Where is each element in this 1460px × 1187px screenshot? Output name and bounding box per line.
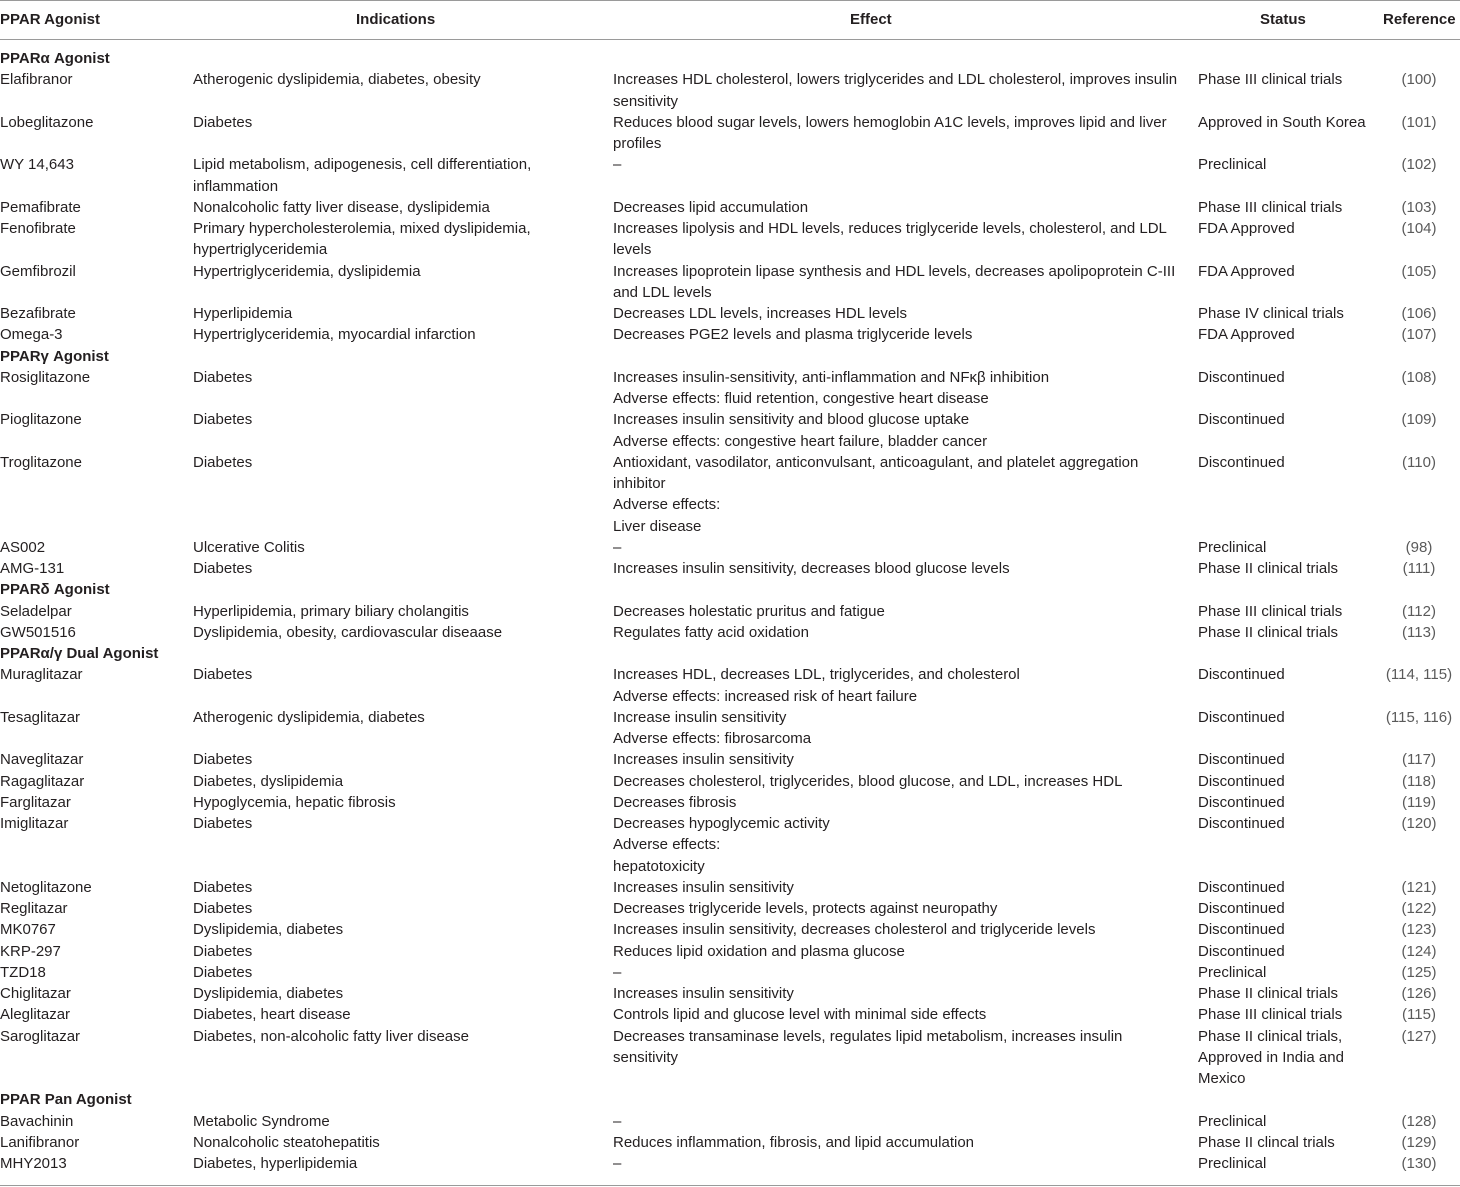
cell-effect: Reduces blood sugar levels, lowers hemoglobin A1C levels, improves lipid and liver profiles bbox=[613, 113, 1167, 152]
cell-indications: Diabetes bbox=[193, 963, 253, 981]
cell-indications: Primary hypercholesterolemia, mixed dyslipidemia, hypertriglyceridemia bbox=[193, 220, 531, 259]
cell-indications: Diabetes, heart disease bbox=[193, 1006, 351, 1024]
cell-status: Discontinued bbox=[1198, 453, 1285, 471]
table-header-rule bbox=[0, 39, 1460, 40]
cell-reference: (129) bbox=[1401, 1133, 1437, 1151]
cell-status: Discontinued bbox=[1198, 666, 1285, 684]
cell-reference: (115) bbox=[1402, 1006, 1436, 1024]
cell-reference: (120) bbox=[1401, 815, 1437, 832]
cell-indications: Diabetes, non-alcoholic fatty liver disease bbox=[193, 1027, 469, 1045]
cell-status: Preclinical bbox=[1198, 156, 1267, 174]
table-row bbox=[0, 941, 1460, 962]
cell-effect: Controls lipid and glucose level with minimal side effects bbox=[613, 1006, 987, 1024]
header-effect: Effect bbox=[850, 11, 892, 28]
cell-status: Phase III clinical trials bbox=[1198, 1006, 1343, 1024]
cell-reference: (130) bbox=[1401, 1155, 1437, 1172]
cell-effect: Increases insulin-sensitivity, anti-inflammation and NFκβ inhibition Adverse effects: fluid retention, congestive heart disease bbox=[613, 368, 1050, 407]
cell-effect: – bbox=[613, 156, 622, 174]
table-row bbox=[0, 452, 1460, 537]
cell-effect: Decreases fibrosis bbox=[613, 793, 737, 811]
cell-effect: – bbox=[613, 1112, 622, 1130]
cell-agonist: Seladelpar bbox=[0, 602, 72, 620]
cell-status: Discontinued bbox=[1198, 411, 1285, 429]
table-row bbox=[0, 919, 1460, 940]
cell-indications: Diabetes, dyslipidemia bbox=[193, 772, 344, 790]
table-row bbox=[0, 154, 1460, 197]
cell-indications: Hypertriglyceridemia, dyslipidemia bbox=[193, 262, 421, 280]
cell-agonist: Elafibranor bbox=[0, 71, 73, 89]
cell-effect: Increase insulin sensitivity Adverse effects: fibrosarcoma bbox=[613, 708, 812, 747]
cell-agonist: AMG-131 bbox=[0, 560, 65, 577]
table-row bbox=[0, 558, 1460, 579]
cell-status: FDA Approved bbox=[1198, 326, 1295, 344]
cell-agonist: KRP-297 bbox=[0, 942, 61, 960]
table-body bbox=[0, 48, 1460, 1174]
cell-reference: (105) bbox=[1401, 262, 1437, 280]
cell-effect: Decreases holestatic pruritus and fatigue bbox=[613, 602, 885, 620]
table-header-row bbox=[0, 10, 1460, 30]
cell-status: Phase III clinical trials bbox=[1198, 602, 1343, 620]
cell-status: Discontinued bbox=[1198, 815, 1285, 832]
cell-reference: (121) bbox=[1401, 878, 1437, 896]
cell-indications: Atherogenic dyslipidemia, diabetes, obesity bbox=[193, 71, 481, 89]
cell-indications: Diabetes bbox=[193, 878, 253, 896]
cell-indications: Diabetes bbox=[193, 453, 253, 471]
cell-indications: Metabolic Syndrome bbox=[193, 1112, 330, 1130]
cell-effect: Increases lipolysis and HDL levels, reduces triglyceride levels, cholesterol, and LDL levels bbox=[613, 220, 1167, 259]
table-row bbox=[0, 1004, 1460, 1025]
cell-indications: Hypertriglyceridemia, myocardial infarction bbox=[193, 326, 476, 344]
cell-agonist: Netoglitazone bbox=[0, 878, 92, 896]
cell-agonist: Lanifibranor bbox=[0, 1133, 80, 1151]
table-row bbox=[0, 261, 1460, 304]
cell-indications: Atherogenic dyslipidemia, diabetes bbox=[193, 708, 425, 726]
table-row bbox=[0, 771, 1460, 792]
table-row bbox=[0, 792, 1460, 813]
cell-reference: (117) bbox=[1402, 751, 1436, 769]
table-row bbox=[0, 197, 1460, 218]
cell-effect: – bbox=[613, 963, 622, 981]
cell-reference: (126) bbox=[1401, 985, 1437, 1002]
table-row bbox=[0, 898, 1460, 919]
cell-effect: Regulates fatty acid oxidation bbox=[613, 623, 809, 641]
cell-reference: (128) bbox=[1401, 1112, 1437, 1130]
table-row bbox=[0, 1111, 1460, 1132]
table-row bbox=[0, 877, 1460, 898]
cell-agonist: GW501516 bbox=[0, 623, 76, 641]
cell-reference: (109) bbox=[1401, 411, 1437, 429]
cell-agonist: Aleglitazar bbox=[0, 1006, 71, 1024]
cell-indications: Hypoglycemia, hepatic fibrosis bbox=[193, 793, 396, 811]
cell-agonist: MHY2013 bbox=[0, 1155, 67, 1172]
section-heading: PPARα Agonist bbox=[0, 50, 110, 67]
cell-indications: Nonalcoholic fatty liver disease, dyslipidemia bbox=[193, 198, 490, 216]
cell-status: Preclinical bbox=[1198, 538, 1267, 556]
cell-indications: Ulcerative Colitis bbox=[193, 538, 305, 556]
cell-agonist: WY 14,643 bbox=[0, 156, 74, 174]
cell-agonist: Tesaglitazar bbox=[0, 708, 81, 726]
cell-reference: (107) bbox=[1401, 326, 1437, 344]
table-row bbox=[0, 1153, 1460, 1174]
cell-status: Preclinical bbox=[1198, 1112, 1267, 1130]
cell-reference: (102) bbox=[1401, 156, 1437, 174]
cell-status: Discontinued bbox=[1198, 368, 1285, 386]
cell-reference: (115, 116) bbox=[1385, 708, 1453, 726]
cell-status: Preclinical bbox=[1198, 1155, 1267, 1172]
table-row bbox=[0, 601, 1460, 622]
cell-reference: (127) bbox=[1401, 1027, 1437, 1045]
cell-indications: Dyslipidemia, obesity, cardiovascular diseaase bbox=[193, 623, 503, 641]
header-reference: Reference bbox=[1383, 11, 1456, 28]
cell-status: Preclinical bbox=[1198, 963, 1267, 981]
cell-effect: Decreases triglyceride levels, protects against neuropathy bbox=[613, 900, 998, 917]
table-row bbox=[0, 813, 1460, 877]
section-heading: PPAR Pan Agonist bbox=[0, 1091, 132, 1109]
cell-reference: (111) bbox=[1402, 560, 1436, 577]
cell-agonist: Fenofibrate bbox=[0, 220, 76, 237]
cell-indications: Diabetes bbox=[193, 666, 253, 684]
cell-effect: Antioxidant, vasodilator, anticonvulsant, anticoagulant, and platelet aggregation inhibitor Adverse effects: Liver disease bbox=[613, 453, 1139, 535]
table-row bbox=[0, 664, 1460, 707]
cell-status: Discontinued bbox=[1198, 921, 1285, 939]
table-row bbox=[0, 69, 1460, 112]
cell-agonist: Pemafibrate bbox=[0, 198, 81, 216]
cell-agonist: MK0767 bbox=[0, 921, 56, 939]
cell-indications: Hyperlipidemia, primary biliary cholangitis bbox=[193, 602, 469, 620]
cell-status: Discontinued bbox=[1198, 793, 1285, 811]
cell-agonist: Gemfibrozil bbox=[0, 262, 76, 280]
cell-effect: Increases lipoprotein lipase synthesis and HDL levels, decreases apolipoprotein C-III and LDL levels bbox=[613, 262, 1176, 301]
cell-indications: Lipid metabolism, adipogenesis, cell differentiation, inflammation bbox=[193, 156, 532, 195]
cell-status: Discontinued bbox=[1198, 900, 1285, 917]
cell-agonist: Pioglitazone bbox=[0, 411, 82, 429]
section-heading: PPARα/γ Dual Agonist bbox=[0, 645, 159, 662]
cell-agonist: Chiglitazar bbox=[0, 985, 71, 1002]
cell-status: Phase II clinical trials bbox=[1198, 623, 1339, 641]
table-row bbox=[0, 1026, 1460, 1090]
table-row bbox=[0, 112, 1460, 155]
cell-status: FDA Approved bbox=[1198, 220, 1295, 237]
cell-reference: (104) bbox=[1401, 220, 1437, 237]
cell-status: Approved in South Korea bbox=[1198, 113, 1366, 131]
cell-agonist: Bavachinin bbox=[0, 1112, 74, 1130]
table-row bbox=[0, 324, 1460, 345]
cell-effect: Increases insulin sensitivity bbox=[613, 751, 794, 769]
cell-indications: Diabetes bbox=[193, 411, 253, 429]
cell-reference: (125) bbox=[1401, 963, 1437, 981]
cell-status: Discontinued bbox=[1198, 708, 1285, 726]
cell-status: Discontinued bbox=[1198, 751, 1285, 769]
table-bottom-rule bbox=[0, 1185, 1460, 1186]
cell-agonist: Naveglitazar bbox=[0, 751, 84, 769]
cell-status: Discontinued bbox=[1198, 942, 1285, 960]
cell-reference: (124) bbox=[1401, 942, 1437, 960]
cell-reference: (112) bbox=[1402, 602, 1436, 620]
cell-agonist: Ragaglitazar bbox=[0, 772, 85, 790]
cell-effect: Decreases PGE2 levels and plasma triglyceride levels bbox=[613, 326, 973, 344]
cell-status: Phase II clinical trials bbox=[1198, 560, 1339, 577]
cell-reference: (119) bbox=[1402, 793, 1436, 811]
cell-reference: (122) bbox=[1401, 900, 1437, 917]
header-status: Status bbox=[1260, 11, 1306, 28]
cell-reference: (108) bbox=[1401, 368, 1437, 386]
cell-effect: Increases insulin sensitivity bbox=[613, 878, 794, 896]
cell-status: Discontinued bbox=[1198, 878, 1285, 896]
cell-reference: (118) bbox=[1402, 772, 1436, 790]
table-row bbox=[0, 622, 1460, 643]
cell-indications: Diabetes, hyperlipidemia bbox=[193, 1155, 358, 1172]
table-top-rule bbox=[0, 0, 1460, 1]
cell-status: Phase III clinical trials bbox=[1198, 71, 1343, 89]
cell-indications: Diabetes bbox=[193, 942, 253, 960]
cell-effect: Increases insulin sensitivity bbox=[613, 985, 794, 1002]
table-row bbox=[0, 983, 1460, 1004]
table-row bbox=[0, 962, 1460, 983]
table-row bbox=[0, 1132, 1460, 1153]
header-indications: Indications bbox=[356, 11, 436, 28]
cell-agonist: TZD18 bbox=[0, 963, 46, 981]
cell-effect: Decreases hypoglycemic activity Adverse effects: hepatotoxicity bbox=[613, 815, 830, 875]
cell-effect: Reduces lipid oxidation and plasma glucose bbox=[613, 942, 905, 960]
cell-indications: Diabetes bbox=[193, 560, 253, 577]
cell-status: Phase IV clinical trials bbox=[1198, 305, 1344, 322]
table-row bbox=[0, 749, 1460, 770]
cell-reference: (100) bbox=[1401, 71, 1437, 89]
table-row bbox=[0, 367, 1460, 410]
cell-effect: Increases insulin sensitivity, decreases blood glucose levels bbox=[613, 560, 1010, 577]
cell-status: FDA Approved bbox=[1198, 262, 1295, 280]
cell-agonist: Rosiglitazone bbox=[0, 368, 91, 386]
cell-indications: Diabetes bbox=[193, 113, 253, 131]
cell-effect: Increases HDL cholesterol, lowers triglycerides and LDL cholesterol, improves insulin sensitivity bbox=[613, 71, 1178, 110]
table-row bbox=[0, 707, 1460, 750]
cell-reference: (101) bbox=[1401, 113, 1437, 131]
cell-indications: Diabetes bbox=[193, 368, 253, 386]
cell-indications: Dyslipidemia, diabetes bbox=[193, 985, 344, 1002]
cell-agonist: Farglitazar bbox=[0, 793, 71, 811]
cell-effect: Decreases lipid accumulation bbox=[613, 198, 809, 216]
cell-status: Phase II clincal trials bbox=[1198, 1133, 1335, 1151]
table-row bbox=[0, 303, 1460, 324]
cell-indications: Nonalcoholic steatohepatitis bbox=[193, 1133, 380, 1151]
cell-status: Discontinued bbox=[1198, 772, 1285, 790]
cell-indications: Diabetes bbox=[193, 751, 253, 769]
cell-effect: – bbox=[613, 538, 622, 556]
cell-reference: (110) bbox=[1402, 453, 1436, 471]
section-heading: PPARγ Agonist bbox=[0, 347, 109, 365]
cell-reference: (103) bbox=[1401, 198, 1437, 216]
cell-status: Phase III clinical trials bbox=[1198, 198, 1343, 216]
header-agonist: PPAR Agonist bbox=[0, 11, 100, 28]
cell-effect: Decreases LDL levels, increases HDL levels bbox=[613, 305, 908, 322]
cell-agonist: Troglitazone bbox=[0, 453, 82, 471]
cell-agonist: Bezafibrate bbox=[0, 305, 76, 322]
cell-effect: Decreases cholesterol, triglycerides, blood glucose, and LDL, increases HDL bbox=[613, 772, 1123, 790]
cell-effect: Increases insulin sensitivity and blood glucose uptake Adverse effects: congestive heart failure, bladder cancer bbox=[613, 411, 988, 450]
cell-effect: Decreases transaminase levels, regulates lipid metabolism, increases insulin sensitivity bbox=[613, 1027, 1123, 1066]
cell-effect: – bbox=[613, 1155, 622, 1172]
cell-effect: Reduces inflammation, fibrosis, and lipid accumulation bbox=[613, 1133, 975, 1151]
section-heading: PPARδ Agonist bbox=[0, 581, 110, 599]
cell-agonist: Saroglitazar bbox=[0, 1027, 81, 1045]
cell-effect: Increases HDL, decreases LDL, triglycerides, and cholesterol Adverse effects: increased risk of heart failure bbox=[613, 666, 1020, 705]
cell-status: Phase II clinical trials bbox=[1198, 985, 1339, 1002]
cell-indications: Diabetes bbox=[193, 815, 253, 832]
cell-agonist: Imiglitazar bbox=[0, 815, 69, 832]
cell-reference: (113) bbox=[1402, 623, 1436, 641]
cell-agonist: Lobeglitazone bbox=[0, 113, 94, 131]
cell-agonist: Omega-3 bbox=[0, 326, 63, 344]
cell-reference: (106) bbox=[1401, 305, 1437, 322]
table-row bbox=[0, 218, 1460, 261]
cell-status: Phase II clinical trials, Approved in India and Mexico bbox=[1198, 1027, 1344, 1087]
table-row bbox=[0, 537, 1460, 558]
cell-indications: Dyslipidemia, diabetes bbox=[193, 921, 344, 939]
cell-reference: (98) bbox=[1405, 538, 1433, 556]
cell-reference: (123) bbox=[1401, 921, 1437, 939]
cell-agonist: Reglitazar bbox=[0, 900, 68, 917]
cell-agonist: Muraglitazar bbox=[0, 666, 83, 684]
cell-effect: Increases insulin sensitivity, decreases cholesterol and triglyceride levels bbox=[613, 921, 1096, 939]
cell-indications: Diabetes bbox=[193, 900, 253, 917]
cell-indications: Hyperlipidemia bbox=[193, 305, 293, 322]
table-row bbox=[0, 409, 1460, 452]
cell-reference: (114, 115) bbox=[1385, 666, 1453, 684]
cell-agonist: AS002 bbox=[0, 538, 46, 556]
